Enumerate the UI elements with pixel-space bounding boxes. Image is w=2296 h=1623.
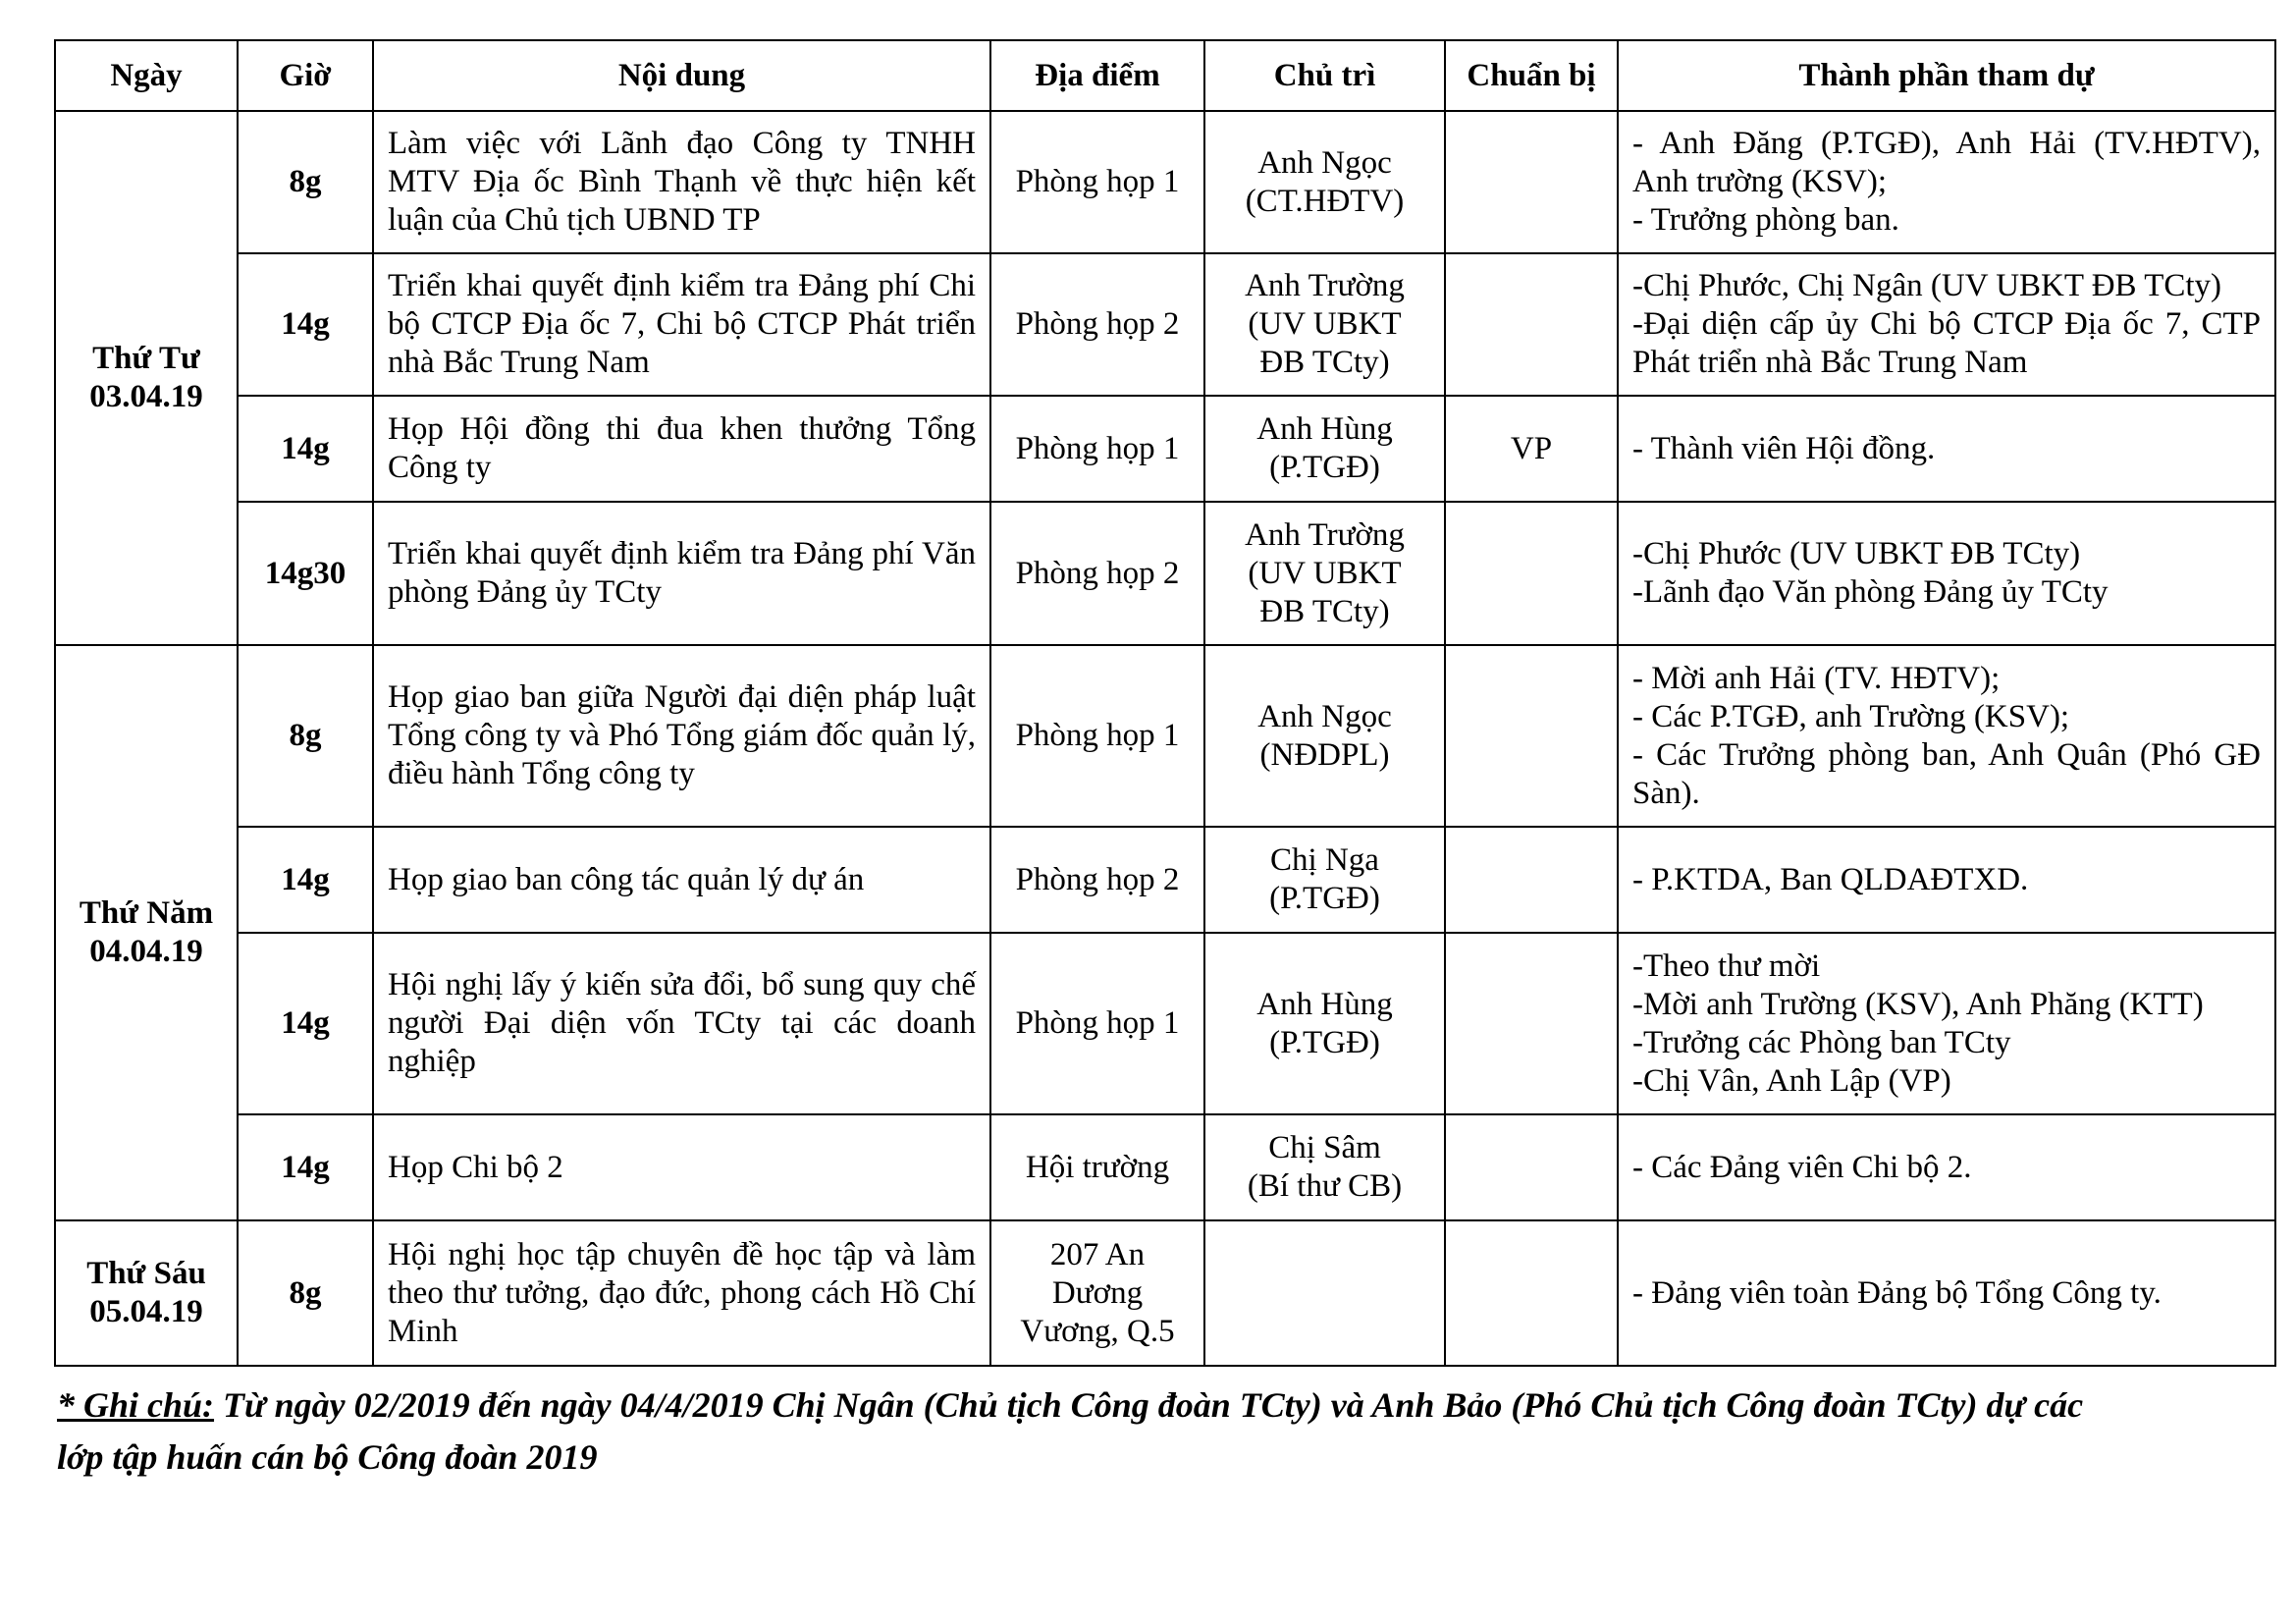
chair-line: Anh Hùng [1256,986,1393,1022]
schedule-table [54,39,2276,1367]
day-name: Thứ Sáu [86,1256,206,1291]
time-cell: 14g [238,253,373,396]
chair-line: ĐB TCty) [1259,345,1390,380]
header-time: Giờ [238,40,373,111]
attendees-cell [1618,1220,2275,1366]
chair-line: ĐB TCty) [1259,593,1390,629]
location-cell: 207 An Dương Vương, Q.5 [990,1220,1204,1366]
attendee-line: -Chị Vân, Anh Lập (VP) [1632,1062,1951,1099]
attendee-line: - Các P.TGĐ, anh Trường (KSV); [1632,698,2070,734]
content-cell: Triển khai quyết định kiểm tra Đảng phí Văn phòng Đảng ủy TCty [373,502,990,645]
table-row [55,502,2275,645]
location-cell: Phòng họp 2 [990,253,1204,396]
footnote-label: * Ghi chú: [57,1385,215,1425]
chair-cell [1204,502,1445,645]
day-name: Thứ Tư [92,341,200,376]
time-cell: 8g [238,1220,373,1366]
chair-cell [1204,827,1445,933]
table-row [55,253,2275,396]
chair-line: Anh Ngọc [1257,144,1392,181]
table-row [55,827,2275,933]
chair-line: (UV UBKT [1248,555,1402,591]
time-cell: 8g [238,111,373,253]
attendee-line: -Lãnh đạo Văn phòng Đảng ủy TCty [1632,574,2109,610]
table-row [55,933,2275,1114]
location-cell: Phòng họp 1 [990,933,1204,1114]
prep-cell [1445,1220,1618,1366]
attendee-line: -Mời anh Trường (KSV), Anh Phăng (KTT) [1632,986,2204,1022]
table-row [55,645,2275,827]
location-cell: Phòng họp 1 [990,396,1204,502]
day-cell [55,1220,238,1366]
header-location: Địa điểm [990,40,1204,111]
chair-line: (UV UBKT [1248,306,1402,342]
chair-line: Anh Hùng [1256,411,1393,447]
day-cell [55,111,238,645]
time-cell: 14g [238,933,373,1114]
chair-line: (CT.HĐTV) [1245,183,1405,219]
chair-cell [1204,1114,1445,1220]
chair-line: (P.TGĐ) [1269,450,1380,485]
table-row [55,111,2275,253]
location-cell: Phòng họp 2 [990,827,1204,933]
table-row [55,1220,2275,1366]
content-cell: Họp Chi bộ 2 [373,1114,990,1220]
attendee-line: - P.KTDA, Ban QLDAĐTXD. [1632,861,2029,897]
chair-line: (P.TGĐ) [1269,1024,1380,1060]
day-name: Thứ Năm [79,895,214,931]
table-row [55,1114,2275,1220]
chair-line: (P.TGĐ) [1269,881,1380,916]
table-row [55,396,2275,502]
prep-cell [1445,111,1618,253]
attendee-line: -Đại diện cấp ủy Chi bộ CTCP Địa ốc 7, CTP Phát triển nhà Bắc Trung Nam [1632,306,2261,380]
attendees-cell [1618,111,2275,253]
chair-line: (NĐDPL) [1259,736,1390,773]
time-cell: 14g30 [238,502,373,645]
header-chair: Chủ trì [1204,40,1445,111]
content-cell: Hội nghị lấy ý kiến sửa đổi, bổ sung quy chế người Đại diện vốn TCty tại các doanh nghiệp [373,933,990,1114]
attendee-line: -Chị Phước, Chị Ngân (UV UBKT ĐB TCty) [1632,268,2222,303]
chair-cell [1204,253,1445,396]
chair-line: Anh Trường [1245,516,1405,553]
day-date: 03.04.19 [89,379,203,414]
header-row [55,40,2275,111]
chair-cell [1204,645,1445,827]
chair-line: Chị Sâm [1268,1130,1381,1165]
content-cell: Họp giao ban công tác quản lý dự án [373,827,990,933]
time-cell: 14g [238,827,373,933]
prep-cell [1445,827,1618,933]
attendees-cell [1618,933,2275,1114]
content-cell: Họp giao ban giữa Người đại diện pháp luật Tổng công ty và Phó Tổng giám đốc quản lý, điều hành Tổng công ty [373,645,990,827]
prep-cell [1445,502,1618,645]
prep-cell [1445,645,1618,827]
day-date: 04.04.19 [89,934,203,969]
attendees-cell [1618,396,2275,502]
header-prep: Chuẩn bị [1445,40,1618,111]
footnote-text: Từ ngày 02/2019 đến ngày 04/4/2019 Chị Ngân (Chủ tịch Công đoàn TCty) và Anh Bảo (Phó Chủ tịch Công đoàn TCty) dự các lớp tập huấn cán bộ Công đoàn 2019 [57,1385,2084,1477]
attendee-line: - Trưởng phòng ban. [1632,202,1899,238]
location-cell: Phòng họp 1 [990,645,1204,827]
attendee-line: - Các Đảng viên Chi bộ 2. [1632,1149,1972,1185]
attendee-line: -Trưởng các Phòng ban TCty [1632,1024,2011,1060]
content-cell: Hội nghị học tập chuyên đề học tập và làm theo thư tưởng, đạo đức, phong cách Hồ Chí Minh [373,1220,990,1366]
attendees-cell [1618,1114,2275,1220]
header-day: Ngày [55,40,238,111]
attendees-cell [1618,645,2275,827]
content-cell: Làm việc với Lãnh đạo Công ty TNHH MTV Địa ốc Bình Thạnh về thực hiện kết luận của Chủ tịch UBND TP [373,111,990,253]
prep-cell [1445,933,1618,1114]
prep-cell [1445,253,1618,396]
content-cell: Triển khai quyết định kiểm tra Đảng phí Chi bộ CTCP Địa ốc 7, Chi bộ CTCP Phát triển nhà Bắc Trung Nam [373,253,990,396]
chair-cell [1204,1220,1445,1366]
attendee-line: - Thành viên Hội đồng. [1632,430,1936,466]
day-cell [55,645,238,1220]
prep-cell: VP [1445,396,1618,502]
chair-line: Anh Trường [1245,268,1405,303]
chair-cell [1204,933,1445,1114]
day-date: 05.04.19 [89,1294,203,1329]
time-cell: 14g [238,1114,373,1220]
attendee-line: - Anh Đăng (P.TGĐ), Anh Hải (TV.HĐTV), Anh trường (KSV); [1632,126,2261,199]
attendees-cell [1618,827,2275,933]
content-cell: Họp Hội đồng thi đua khen thưởng Tổng Công ty [373,396,990,502]
time-cell: 14g [238,396,373,502]
location-cell: Phòng họp 1 [990,111,1204,253]
attendee-line: - Các Trưởng phòng ban, Anh Quân (Phó GĐ Sàn). [1632,736,2261,811]
time-cell: 8g [238,645,373,827]
chair-line: Chị Nga [1270,842,1379,878]
footnote [57,1380,2109,1484]
attendees-cell [1618,502,2275,645]
location-cell: Hội trường [990,1114,1204,1220]
chair-line: (Bí thư CB) [1247,1168,1403,1204]
attendees-cell [1618,253,2275,396]
location-cell: Phòng họp 2 [990,502,1204,645]
header-attendees: Thành phần tham dự [1618,40,2275,111]
prep-cell [1445,1114,1618,1220]
chair-line: Anh Ngọc [1257,698,1392,734]
chair-cell [1204,111,1445,253]
attendee-line: - Đảng viên toàn Đảng bộ Tổng Công ty. [1632,1274,2162,1311]
attendee-line: -Chị Phước (UV UBKT ĐB TCty) [1632,536,2081,571]
attendee-line: - Mời anh Hải (TV. HĐTV); [1632,660,2001,696]
header-content: Nội dung [373,40,990,111]
attendee-line: -Theo thư mời [1632,947,1821,984]
chair-cell [1204,396,1445,502]
